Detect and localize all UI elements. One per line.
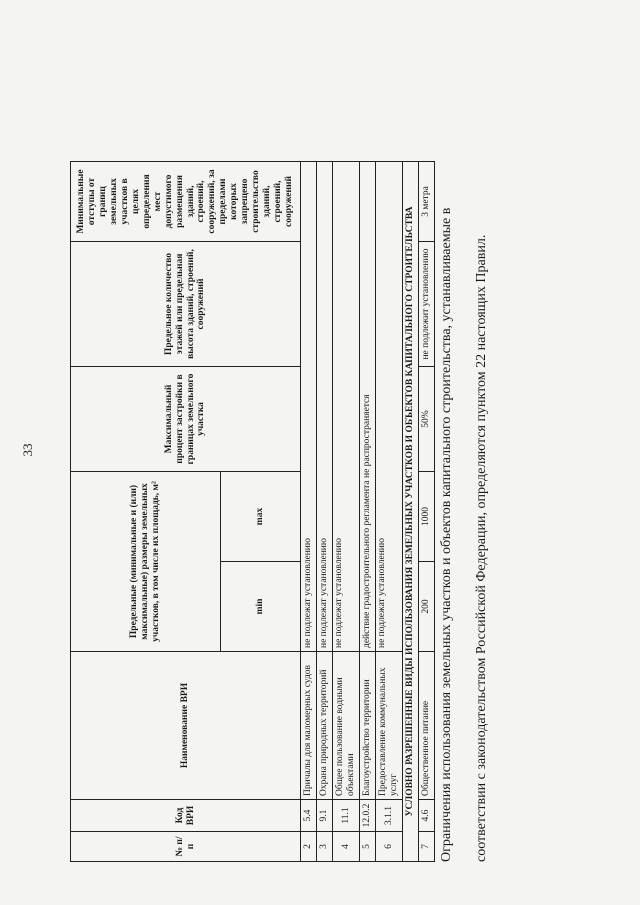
header-setback: Минимальные отступы от границ земельных участков в целях определения мест допустимого размещения зданий, строений, сооружений, за пределами которых запрещено строительство зданий, строений, сооружений [71, 162, 301, 242]
note-line-2: соответствии с законодательством Российской Федерации, определяются пунктом 22 настоящих Правил. [474, 234, 489, 862]
row-note: не подлежат установлению [301, 162, 317, 652]
row-num: 2 [301, 832, 317, 862]
header-num: № п/п [71, 832, 301, 862]
section-row [403, 162, 419, 862]
row-name: Общественное питание [419, 652, 435, 800]
table-row [301, 162, 317, 862]
header-min: min [221, 562, 301, 652]
row-code: 4.6 [419, 800, 435, 832]
note-line-1: Ограничения использования земельных участков и объектов капитального строительства, устанавливаемые в [439, 207, 454, 862]
row-code: 11.1 [333, 800, 360, 832]
row-max: 1000 [419, 472, 435, 562]
table-row [376, 162, 403, 862]
header-floors: Предельное количество этажей или предельная высота зданий, строений, сооружений [71, 242, 301, 367]
page-number: 33 [20, 443, 35, 457]
row-code: 3.1.1 [376, 800, 403, 832]
row-name: Благоустройство территории [360, 652, 376, 800]
row-note: действие градостроительного регламента не распространяется [360, 162, 376, 652]
row-name: Причалы для маломерных судов [301, 652, 317, 800]
table-row [360, 162, 376, 862]
row-floors: не подлежит установлению [419, 242, 435, 367]
row-name: Общее пользование водными объектами [333, 652, 360, 800]
row-note: не подлежат установлению [376, 162, 403, 652]
row-code: 5.4 [301, 800, 317, 832]
row-num: 7 [419, 832, 435, 862]
row-name: Охрана природных территорий [317, 652, 333, 800]
row-num: 4 [333, 832, 360, 862]
regulations-table [70, 161, 435, 862]
row-name: Предоставление коммунальных услуг [376, 652, 403, 800]
header-name: Наименование ВРИ [71, 652, 301, 800]
row-percent: 50% [419, 367, 435, 472]
table-row [333, 162, 360, 862]
header-percent: Максимальный процент застройки в границах земельного участка [71, 367, 301, 472]
row-num: 3 [317, 832, 333, 862]
row-note: не подлежат установлению [333, 162, 360, 652]
table-header-row [71, 162, 221, 862]
row-num: 5 [360, 832, 376, 862]
row-note: не подлежат установлению [317, 162, 333, 652]
header-sizes: Предельные (минимальные и (или) максимальные) размеры земельных участков, в том числе их площадь, м² [71, 472, 221, 652]
row-code: 12.0.2 [360, 800, 376, 832]
rotated-page-content [70, 27, 610, 862]
row-setback: 3 метра [419, 162, 435, 242]
row-num: 6 [376, 832, 403, 862]
row-min: 200 [419, 562, 435, 652]
table-row [317, 162, 333, 862]
table-row [419, 162, 435, 862]
row-code: 9.1 [317, 800, 333, 832]
header-code: Код ВРИ [71, 800, 301, 832]
section-title: УСЛОВНО РАЗРЕШЕННЫЕ ВИДЫ ИСПОЛЬЗОВАНИЯ ЗЕМЕЛЬНЫХ УЧАСТКОВ И ОБЪЕКТОВ КАПИТАЛЬНОГО СТРОИТЕЛЬСТВА [403, 162, 419, 862]
header-max: max [221, 472, 301, 562]
